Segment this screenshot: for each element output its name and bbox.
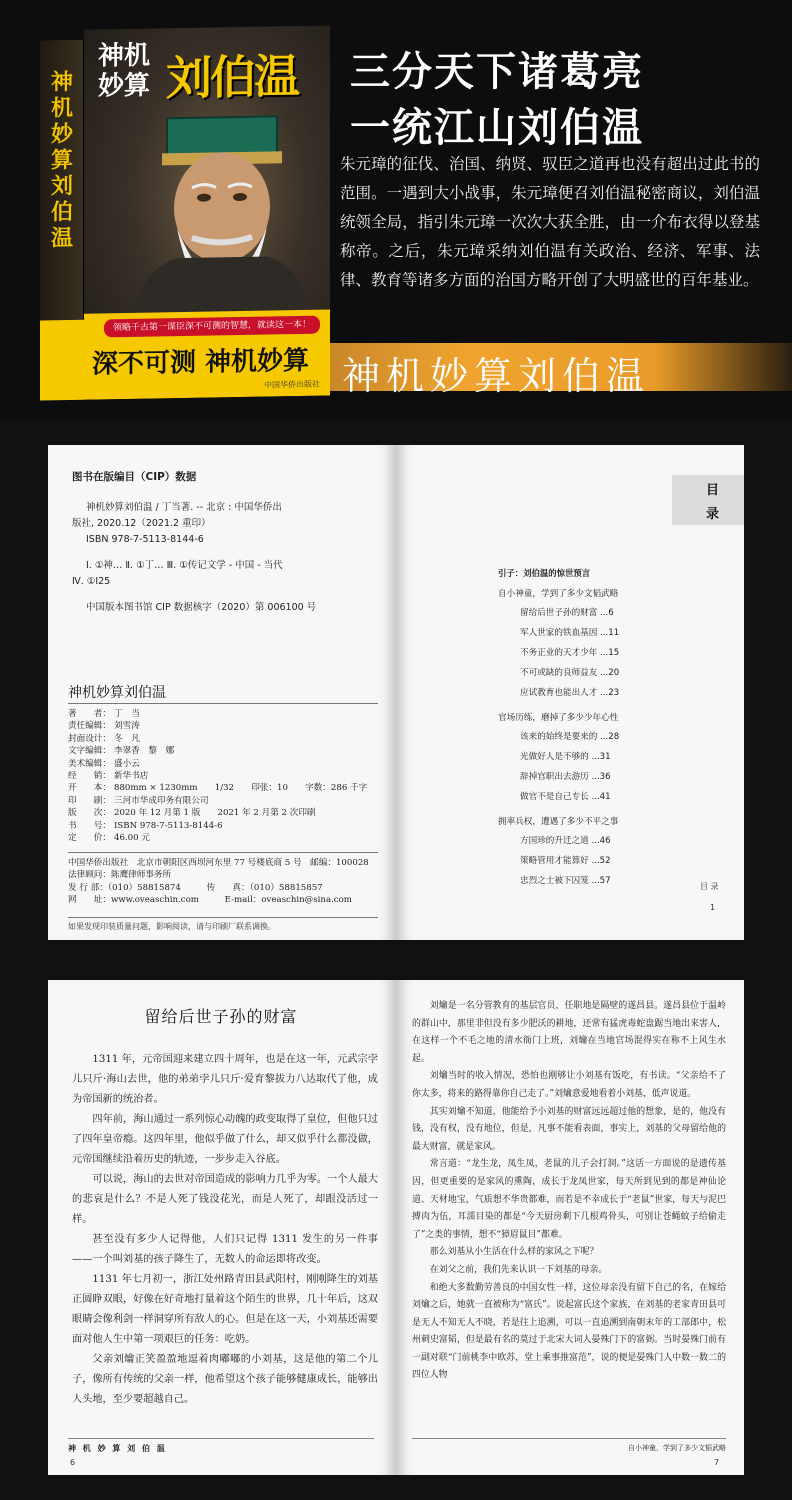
cover-title-small: 神机妙算 bbox=[98, 40, 151, 102]
book-spine bbox=[40, 40, 84, 401]
toc-tab-bottom: 录 bbox=[706, 507, 720, 522]
toc-item: 光做好人是不够的 ...31 bbox=[520, 752, 611, 762]
info-key: 印 刷： bbox=[68, 795, 111, 806]
page-number: 7 bbox=[714, 1458, 720, 1467]
info-row bbox=[68, 807, 386, 819]
toc-part-title: 自小神童，学到了多少文韬武略 bbox=[498, 589, 619, 599]
divider bbox=[68, 852, 378, 853]
info-row bbox=[68, 758, 386, 770]
info-key: 书 号： bbox=[68, 820, 111, 831]
paragraph: 四年前，海山通过一系列惊心动魄的政变取得了皇位，但他只过了四年皇帝瘾。这四年里，他似乎做了什么，却又似乎什么都没做，元帝国继续沿着历史的轨迹，一步步走入谷底。 bbox=[72, 1114, 378, 1165]
paragraph: 1131 年七月初一，浙江处州路青田县武阳村，刚刚降生的刘基正圆睁双眼，好像在好奇地打量着这个陌生的世界，几十年后，这双眼睛会像利剑一样洞穿所有敌人的心。但是在这一天，小刘基还需要面对他人生中第一项艰巨的任务：吃奶。 bbox=[72, 1274, 378, 1345]
spine-yellow-band bbox=[40, 320, 84, 401]
info-key: 开 本： bbox=[68, 783, 111, 794]
running-footer: 自小神童，学到了多少文韬武略 bbox=[412, 1438, 726, 1453]
toc-item: 该来的始终是要来的 ...28 bbox=[520, 732, 620, 742]
toc-tab bbox=[672, 475, 744, 525]
cover-title-big: 刘伯温 bbox=[166, 49, 298, 106]
page-number: 6 bbox=[70, 1458, 76, 1467]
chapter-page-right bbox=[398, 980, 744, 1475]
toc-section-title: 引子：刘伯温的惊世预言 bbox=[498, 568, 591, 578]
book-spread-copyright-toc bbox=[48, 445, 744, 940]
publisher-contact bbox=[68, 857, 386, 907]
info-row bbox=[68, 745, 386, 757]
info-key: 经 销： bbox=[68, 771, 111, 782]
chapter-body bbox=[72, 1050, 378, 1410]
copyright-page bbox=[48, 445, 394, 940]
cip-block bbox=[72, 469, 372, 616]
cip-number: 中国版本图书馆 CIP 数据核字（2020）第 006100 号 bbox=[86, 602, 317, 613]
toc-item: 忠烈之士被下囚笼 ...57 bbox=[520, 876, 611, 886]
divider bbox=[68, 703, 378, 704]
info-value: 新华书店 bbox=[114, 771, 149, 782]
contact-line: 中国华侨出版社 北京市朝阳区西坝河东里 77 号楼底商 5 号 邮编：100028 bbox=[68, 858, 369, 868]
paragraph: 在刘父之前，我们先来认识一下刘基的母亲。 bbox=[429, 1264, 608, 1275]
paragraph: 父亲刘爚正笑盈盈地逗着肉嘟嘟的小刘基，这是他的第二个儿子，像所有传统的父亲一样，他希望这个孩子能够健康成长，能够出人头地，至少要超越自己。 bbox=[72, 1354, 378, 1405]
info-value: 丁 当 bbox=[114, 709, 140, 719]
info-key: 封面设计： bbox=[68, 733, 111, 744]
headline-line-2: 一统江山刘伯温 bbox=[350, 105, 644, 151]
info-value: 冬 凡 bbox=[114, 733, 140, 744]
page-number: 1 bbox=[710, 903, 716, 912]
paragraph: 其实刘爚不知道，他能给予小刘基的财富远远超过他的想象，是的，他没有钱，没有权，没有地位，但是，凡事不能看表面，事实上，刘基的父母留给他的最大财富，就是家风。 bbox=[412, 1106, 726, 1152]
info-value: 刘雪涛 bbox=[114, 721, 140, 732]
cip-line: 版社, 2020.12（2021.2 重印） bbox=[72, 518, 211, 529]
info-value: 2020 年 12 月第 1 版 2021 年 2 月第 2 次印刷 bbox=[114, 808, 316, 819]
info-row bbox=[68, 720, 386, 732]
spine-title: 神机妙算刘伯温 bbox=[50, 69, 73, 252]
toc-tab-top: 目 bbox=[706, 483, 720, 498]
info-value: 46.00 元 bbox=[114, 833, 150, 844]
cip-heading: 图书在版编目（CIP）数据 bbox=[72, 471, 197, 483]
toc-item: 应试教育也能出人才 ...23 bbox=[520, 688, 620, 698]
cover-slogan-big: 深不可测 神机妙算 bbox=[92, 345, 310, 380]
toc-item: 军人世家的铁血基因 ...11 bbox=[520, 628, 620, 638]
toc-part-title: 拥率兵权，遭遇了多少不平之事 bbox=[498, 817, 619, 827]
book-spread-chapter bbox=[48, 980, 744, 1475]
info-row bbox=[68, 733, 386, 745]
toc-item: 不可或缺的良师益友 ...20 bbox=[520, 668, 620, 678]
book-title: 神机妙算刘伯温 bbox=[68, 685, 166, 701]
gold-title-text: 神机妙算刘伯温 bbox=[342, 354, 651, 398]
toc-item: 辞掉官职出去游历 ...36 bbox=[520, 772, 611, 782]
toc-item: 不务正业的天才少年 ...15 bbox=[520, 648, 620, 658]
paragraph: 1311 年，元帝国迎来建立四十周年，也是在这一年，元武宗孛儿只斤·海山去世，他的弟弟孛儿只斤·爱育黎拔力八达取代了他，成为帝国新的统治者。 bbox=[72, 1054, 378, 1105]
cip-line: 神机妙算刘伯温 / 丁当著. -- 北京 : 中国华侨出 bbox=[86, 502, 282, 513]
book-cover-3d bbox=[40, 25, 330, 410]
portrait-illustration bbox=[122, 96, 312, 319]
paragraph: 甚至没有多少人记得他，人们只记得 1311 发生的另一件事——一个叫刘基的孩子降生了，无数人的命运即将改变。 bbox=[72, 1234, 378, 1265]
info-key: 版 次： bbox=[68, 808, 111, 819]
info-value: 880mm × 1230mm 1/32 印张：10 字数：286 千字 bbox=[114, 783, 368, 794]
publication-info bbox=[68, 708, 386, 844]
table-of-contents bbox=[498, 567, 738, 891]
info-key: 责任编辑： bbox=[68, 721, 111, 732]
book-blurb: 朱元璋的征伐、治国、纳贤、驭臣之道再也没有超出过此书的范围。一遇到大小战事，朱元璋便召刘伯温秘密商议，刘伯温统领全局，指引朱元璋一次次大获全胜，由一介布衣得以登基称帝。之后，朱元璋采纳刘伯温有关政治、经济、军事、法律、教育等诸多方面的治国方略开创了大明盛世的百年基业。 bbox=[340, 155, 760, 289]
cip-line: ISBN 978-7-5113-8144-6 bbox=[86, 534, 204, 545]
headline-line-1: 三分天下诸葛亮 bbox=[350, 49, 644, 95]
paragraph: 刘爚是一名分管教育的基层官员，任职地是隔壁的遂昌县。遂昌县位于温岭的群山中，那里非但没有多少肥沃的耕地，还常有猛虎毒蛇盘踞当地出来害人，在这样一个不毛之地的清水衙门上班，刘爚在当地官场混得实在称不上风生水起。 bbox=[412, 1001, 726, 1064]
info-value: 李翠香 黎 娜 bbox=[114, 746, 175, 757]
info-value: 三河市华成印务有限公司 bbox=[114, 795, 209, 806]
info-row bbox=[68, 795, 386, 807]
info-key: 定 价： bbox=[68, 833, 111, 844]
paragraph: 刘爚当时的收入情况，恐怕也刚够让小刘基有饭吃，有书读。“父亲给不了你太多，将来的路得靠你自己走了。”刘爚意爱地看着小刘基，低声说道。 bbox=[412, 1071, 726, 1099]
toc-item: 策略管用才能算好 ...52 bbox=[520, 856, 611, 866]
paragraph: 常言道：“龙生龙，凤生凤，老鼠的儿子会打洞。”这话一方面说的是遗传基因，但更重要的是家风的熏陶，成长于龙凤世家，每天所到见到的都是神仙论道、天材地宝，气质想不华贵都难，而若是不幸成长于“老鼠”世家，每天与泥巴搏肉为伍，耳濡目染的都是“今天厨房剩下几根鸡骨头，可别让苍蝇蚊子给偷走了”之类的事情，想不“獐眉鼠目”都难。 bbox=[412, 1159, 726, 1240]
quality-warning: 如果发现印装质量问题，影响阅读，请与印刷厂联系调换。 bbox=[68, 922, 276, 931]
book-front-cover bbox=[84, 25, 330, 399]
running-head: 目 录 bbox=[700, 882, 719, 891]
cover-publisher: 中国华侨出版社 bbox=[264, 379, 320, 390]
contact-line: 发 行 部：（010）58815874 传 真：（010）58815857 bbox=[68, 882, 323, 893]
chapter-title: 留给后世子孙的财富 bbox=[144, 1007, 298, 1026]
toc-item: 留给后世子孙的财富 ...6 bbox=[520, 608, 614, 618]
info-row bbox=[68, 708, 386, 720]
info-value: ISBN 978-7-5113-8144-6 bbox=[114, 820, 223, 831]
toc-item: 方国珍的升迁之道 ...46 bbox=[520, 836, 611, 846]
info-row bbox=[68, 770, 386, 782]
promo-banner bbox=[0, 0, 792, 420]
contact-line: 网 址：www.oveaschin.com E-mail：oveaschin@sina.com bbox=[68, 895, 352, 906]
divider bbox=[68, 917, 378, 918]
running-footer: 神 机 妙 算 刘 伯 温 bbox=[68, 1438, 374, 1454]
paragraph: 和绝大多数勤劳善良的中国女性一样，这位母亲没有留下自己的名，在嫁给刘爚之后，她就一直被称为“富氏”。说起富氏这个家族，在刘基的老家青田县可是无人不知无人不晓，若是往上追溯，可以一直追溯到南朝末年的工部郎中，松州刺史富韬，但是最有名的莫过于北宋大词人晏殊门下的富弼。当时晏殊门前有一副对联“门前桃李中欧苏，堂上乘事推富范”，说的便是晏殊门人中数一数二的四位人物 bbox=[412, 1282, 726, 1381]
toc-page bbox=[398, 445, 744, 940]
info-key: 美术编辑： bbox=[68, 758, 111, 769]
chapter-body-continued bbox=[412, 998, 726, 1385]
info-row bbox=[68, 820, 386, 832]
paragraph: 可以说，海山的去世对帝国造成的影响力几乎为零。一个人最大的悲哀是什么？不是人死了钱没花光，而是人死了，却跟没活过一样。 bbox=[72, 1174, 378, 1225]
cover-yellow-band bbox=[84, 309, 330, 399]
toc-part-title: 官场历练，磨掉了多少少年心性 bbox=[498, 713, 619, 723]
info-row bbox=[68, 832, 386, 844]
cip-class-line: Ⅳ. ①I25 bbox=[72, 576, 111, 587]
toc-item: 做官不是自己专长 ...41 bbox=[520, 792, 611, 802]
chapter-page-left bbox=[48, 980, 394, 1475]
info-row bbox=[68, 782, 386, 794]
info-value: 盛小云 bbox=[114, 758, 140, 769]
cip-class-line: Ⅰ. ①神… Ⅱ. ①丁… Ⅲ. ①传记文学 - 中国 - 当代 bbox=[86, 560, 283, 571]
paragraph: 那么刘基从小生活在什么样的家风之下呢？ bbox=[429, 1247, 599, 1258]
info-key: 著 者： bbox=[68, 709, 111, 719]
info-key: 文字编辑： bbox=[68, 746, 111, 757]
contact-line: 法律顾问：陈鹰律师事务所 bbox=[68, 870, 172, 881]
gold-title-bar bbox=[330, 343, 792, 398]
cover-slogan-small: 领略千古第一谋臣深不可测的智慧，就读这一本！ bbox=[104, 316, 320, 338]
